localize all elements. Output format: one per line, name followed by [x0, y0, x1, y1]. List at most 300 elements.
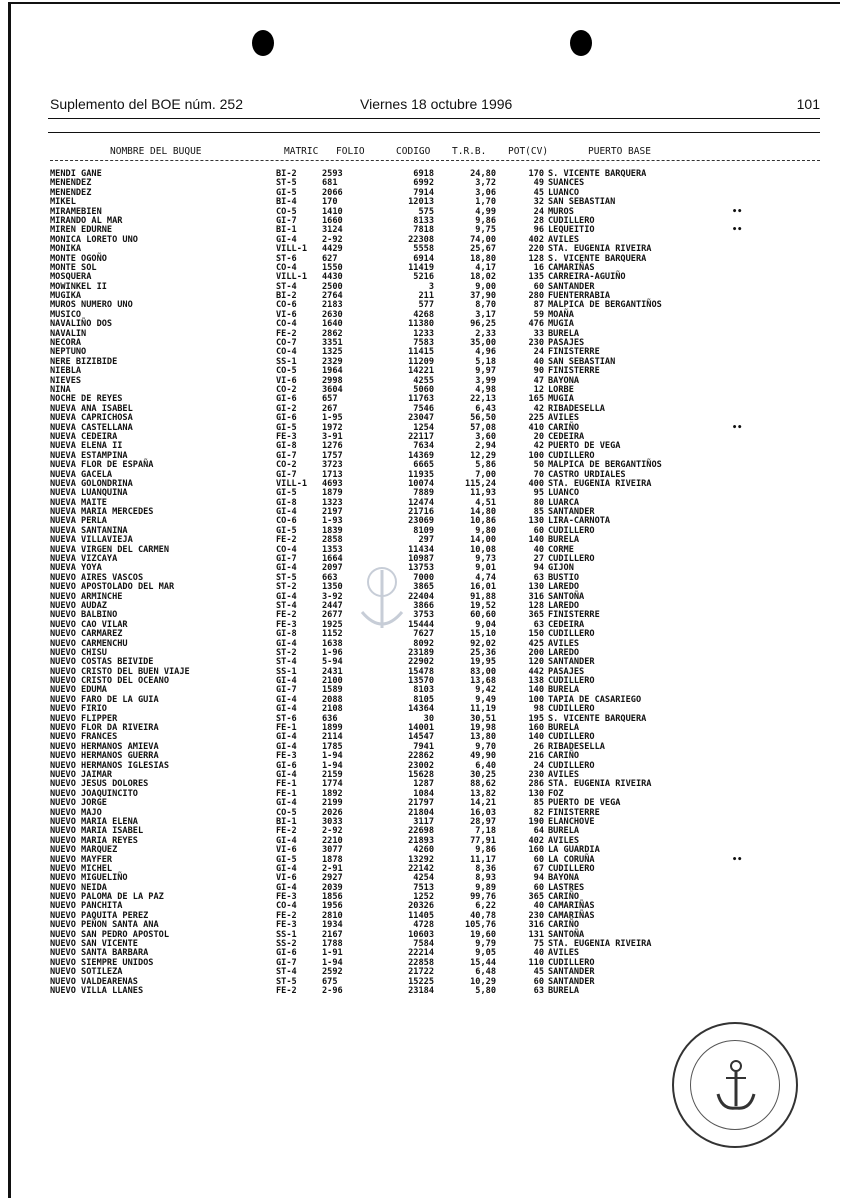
cell-port: LA GUARDIA — [548, 845, 600, 856]
cell-codigo: 1084 — [413, 788, 434, 799]
cell-name: MOSQUERA — [50, 272, 92, 283]
cell-codigo: 22404 — [408, 591, 434, 602]
cell-port: ELANCHOVE — [548, 816, 595, 827]
cell-matric: FE-2 — [276, 985, 297, 996]
cell-codigo: 1252 — [413, 892, 434, 903]
cell-codigo: 1233 — [413, 328, 434, 339]
cell-folio: 2100 — [322, 676, 343, 687]
column-header-trb: T.R.B. — [452, 146, 487, 157]
cell-matric: FE-3 — [276, 431, 297, 442]
cell-codigo: 577 — [418, 300, 434, 311]
cell-pot: 128 — [528, 600, 544, 611]
cell-folio: 1899 — [322, 723, 343, 734]
cell-port: SAN SEBASTIAN — [548, 197, 616, 208]
cell-name: NUEVO CRISTO DEL BUEN VIAJE — [50, 666, 190, 677]
cell-port: LIRA-CARNOTA — [548, 516, 611, 527]
cell-pot: 230 — [528, 338, 544, 349]
cell-trb: 19,60 — [470, 929, 496, 940]
cell-port: PUERTO DE VEGA — [548, 441, 621, 452]
cell-trb: 4,96 — [475, 347, 496, 358]
cell-name: NUEVO HERMANOS GUERRA — [50, 751, 159, 762]
page-header — [50, 96, 820, 114]
cell-pot: 82 — [533, 807, 544, 818]
cell-matric: CO-5 — [276, 366, 297, 377]
cell-codigo: 7627 — [413, 629, 434, 640]
cell-trb: 30,51 — [470, 713, 496, 724]
cell-trb: 1,70 — [475, 197, 496, 208]
cell-trb: 88,62 — [470, 779, 496, 790]
cell-codigo: 8109 — [413, 525, 434, 536]
cell-name: NUEVO MAYFER — [50, 854, 113, 865]
cell-trb: 13,68 — [470, 676, 496, 687]
cell-codigo: 5558 — [413, 244, 434, 255]
cell-port: SANTANDER — [548, 967, 595, 978]
cell-pot: 98 — [533, 704, 544, 715]
cell-mark: •• — [732, 206, 743, 217]
cell-name: NUEVA VIRGEN DEL CARMEN — [50, 544, 169, 555]
cell-pot: 130 — [528, 788, 544, 799]
cell-matric: ST-6 — [276, 713, 297, 724]
cell-folio: 3351 — [322, 338, 343, 349]
cell-pot: 140 — [528, 535, 544, 546]
cell-codigo: 11405 — [408, 910, 434, 921]
cell-trb: 3,17 — [475, 309, 496, 320]
cell-matric: CO-4 — [276, 347, 297, 358]
cell-codigo: 4728 — [413, 920, 434, 931]
cell-matric: ST-4 — [276, 967, 297, 978]
cell-folio: 636 — [322, 713, 338, 724]
cell-codigo: 297 — [418, 535, 434, 546]
cell-codigo: 11380 — [408, 319, 434, 330]
cell-codigo: 22142 — [408, 863, 434, 874]
cell-codigo: 7583 — [413, 338, 434, 349]
punch-hole-left — [252, 30, 274, 56]
cell-matric: BI-1 — [276, 225, 297, 236]
cell-name: MIRAMEBIEN — [50, 206, 102, 217]
cell-trb: 3,60 — [475, 431, 496, 442]
cell-matric: GI-4 — [276, 694, 297, 705]
cell-port: MUROS — [548, 206, 574, 217]
cell-port: CUDILLERO — [548, 957, 595, 968]
cell-codigo: 22698 — [408, 826, 434, 837]
cell-pot: 70 — [533, 469, 544, 480]
cell-name: NUEVO FIRIO — [50, 704, 107, 715]
anchor-icon — [712, 1058, 760, 1114]
cell-name: NUEVO JESUS DOLORES — [50, 779, 149, 790]
cell-name: NUEVO APOSTOLADO DEL MAR — [50, 582, 175, 593]
cell-port: LEQUEITIO — [548, 225, 595, 236]
cell-matric: GI-6 — [276, 948, 297, 959]
cell-trb: 2,33 — [475, 328, 496, 339]
cell-folio: 1839 — [322, 525, 343, 536]
cell-matric: GI-8 — [276, 629, 297, 640]
cell-pot: 60 — [533, 976, 544, 987]
cell-folio: 1774 — [322, 779, 343, 790]
cell-name: NUEVA YOYA — [50, 563, 102, 574]
cell-codigo: 22308 — [408, 234, 434, 245]
cell-trb: 11,93 — [470, 488, 496, 499]
cell-folio: 2097 — [322, 563, 343, 574]
cell-name: NUEVO JAIMAR — [50, 770, 113, 780]
cell-trb: 16,03 — [470, 807, 496, 818]
cell-matric: GI-7 — [276, 469, 297, 480]
cell-folio: 1152 — [322, 629, 343, 640]
cell-pot: 402 — [528, 234, 544, 245]
cell-port: LORBE — [548, 384, 574, 395]
cell-matric: GI-4 — [276, 863, 297, 874]
cell-trb: 18,02 — [470, 272, 496, 283]
cell-port: CUDILLERO — [548, 554, 595, 565]
cell-pot: 130 — [528, 582, 544, 593]
cell-pot: 33 — [533, 328, 544, 339]
cell-matric: FE-2 — [276, 610, 297, 621]
cell-matric: VILL-1 — [276, 244, 308, 255]
cell-pot: 63 — [533, 985, 544, 996]
cell-name: NUEVO SAN PEDRO APOSTOL — [50, 929, 169, 940]
cell-port: BURELA — [548, 723, 580, 734]
cell-port: STA. EUGENIA RIVEIRA — [548, 244, 652, 255]
cell-pot: 45 — [533, 967, 544, 978]
cell-folio: 1325 — [322, 347, 343, 358]
cell-folio: 3033 — [322, 816, 343, 827]
cell-name: NOCHE DE REYES — [50, 394, 123, 405]
cell-folio: 681 — [322, 178, 338, 189]
cell-port: MOAÑA — [548, 309, 574, 320]
cell-folio: 1788 — [322, 939, 343, 950]
cell-trb: 4,17 — [475, 262, 496, 273]
cell-port: CASTRO URDIALES — [548, 469, 626, 480]
cell-codigo: 21893 — [408, 835, 434, 846]
cell-codigo: 12474 — [408, 497, 434, 508]
cell-codigo: 3866 — [413, 600, 434, 611]
cell-codigo: 6914 — [413, 253, 434, 264]
cell-name: NIEBLA — [50, 366, 82, 377]
cell-folio: 1410 — [322, 206, 343, 217]
cell-port: STA. EUGENIA RIVEIRA — [548, 939, 652, 950]
cell-pot: 230 — [528, 910, 544, 921]
cell-name: NUEVO EDUMA — [50, 685, 107, 696]
cell-codigo: 13570 — [408, 676, 434, 687]
cell-pot: 100 — [528, 694, 544, 705]
cell-codigo: 10987 — [408, 554, 434, 565]
cell-pot: 110 — [528, 957, 544, 968]
cell-folio: 1934 — [322, 920, 343, 931]
cell-trb: 15,44 — [470, 957, 496, 968]
cell-folio: 4429 — [322, 244, 343, 255]
cell-port: CUDILLERO — [548, 863, 595, 874]
cell-folio: 1550 — [322, 262, 343, 273]
cell-port: BURELA — [548, 685, 580, 696]
column-header-codigo: CODIGO — [396, 146, 431, 157]
cell-name: NUEVA FLOR DE ESPAÑA — [50, 460, 154, 471]
cell-trb: 12,29 — [470, 450, 496, 461]
cell-name: NERE BIZIBIDE — [50, 356, 118, 367]
cell-folio: 2593 — [322, 169, 343, 179]
cell-name: NUEVO CHISU — [50, 647, 107, 658]
cell-pot: 85 — [533, 798, 544, 809]
cell-pot: 140 — [528, 685, 544, 696]
cell-codigo: 21804 — [408, 807, 434, 818]
cell-name: NAVALIN — [50, 328, 87, 339]
cell-pot: 365 — [528, 892, 544, 903]
cell-name: NUEVA VIZCAYA — [50, 554, 118, 565]
cell-folio: 1638 — [322, 638, 343, 649]
cell-codigo: 12013 — [408, 197, 434, 208]
port-authority-stamp — [672, 1022, 798, 1148]
cell-trb: 35,00 — [470, 338, 496, 349]
cell-trb: 9,05 — [475, 948, 496, 959]
cell-folio: 2998 — [322, 375, 343, 386]
cell-port: S. VICENTE BARQUERA — [548, 169, 647, 179]
cell-matric: GI-7 — [276, 215, 297, 226]
cell-trb: 96,25 — [470, 319, 496, 330]
cell-name: MUGIKA — [50, 291, 82, 302]
cell-matric: FE-3 — [276, 920, 297, 931]
cell-folio: 2810 — [322, 910, 343, 921]
cell-pot: 40 — [533, 901, 544, 912]
cell-trb: 83,00 — [470, 666, 496, 677]
cell-name: NAVALIÑO DOS — [50, 319, 113, 330]
cell-name: NUEVO SANTA BARBARA — [50, 948, 149, 959]
cell-port: SANTANDER — [548, 976, 595, 987]
cell-name: NUEVO COSTAS BEIVIDE — [50, 657, 154, 668]
cell-port: CARIÑO — [548, 751, 580, 762]
cell-name: NUEVA GACELA — [50, 469, 113, 480]
cell-matric: FE-2 — [276, 328, 297, 339]
cell-codigo: 14221 — [408, 366, 434, 377]
cell-folio: 4693 — [322, 478, 343, 489]
cell-port: FOZ — [548, 788, 564, 799]
cell-codigo: 7634 — [413, 441, 434, 452]
cell-name: NUEVO MAJO — [50, 807, 102, 818]
cell-matric: VI-6 — [276, 845, 297, 856]
cell-pot: 160 — [528, 723, 544, 734]
cell-trb: 9,42 — [475, 685, 496, 696]
cell-matric: BI-1 — [276, 816, 297, 827]
cell-codigo: 15225 — [408, 976, 434, 987]
cell-codigo: 3 — [428, 281, 434, 292]
cell-codigo: 23047 — [408, 413, 434, 424]
cell-matric: GI-5 — [276, 488, 297, 499]
cell-trb: 2,94 — [475, 441, 496, 452]
cell-folio: 1972 — [322, 422, 343, 433]
cell-pot: 135 — [528, 272, 544, 283]
cell-folio: 1879 — [322, 488, 343, 499]
cell-folio: 2-92 — [322, 234, 343, 245]
cell-name: NUEVO AUDAZ — [50, 600, 107, 611]
cell-trb: 7,00 — [475, 469, 496, 480]
cell-codigo: 21797 — [408, 798, 434, 809]
cell-codigo: 7513 — [413, 882, 434, 893]
cell-pot: 216 — [528, 751, 544, 762]
cell-pot: 96 — [533, 225, 544, 236]
cell-name: NUEVO PEÑON SANTA ANA — [50, 920, 159, 931]
cell-port: MALPICA DE BERGANTIÑOS — [548, 300, 662, 311]
cell-codigo: 14369 — [408, 450, 434, 461]
cell-matric: GI-4 — [276, 732, 297, 743]
cell-codigo: 7000 — [413, 572, 434, 583]
cell-pot: 59 — [533, 309, 544, 320]
cell-name: NUEVO AIRES VASCOS — [50, 572, 144, 583]
cell-trb: 13,82 — [470, 788, 496, 799]
cell-pot: 49 — [533, 178, 544, 189]
cell-codigo: 7584 — [413, 939, 434, 950]
cell-matric: SS-2 — [276, 939, 297, 950]
cell-port: FINISTERRE — [548, 366, 600, 377]
cell-matric: GI-4 — [276, 741, 297, 752]
cell-trb: 91,88 — [470, 591, 496, 602]
cell-trb: 9,00 — [475, 281, 496, 292]
cell-folio: 2210 — [322, 835, 343, 846]
cell-port: CEDEIRA — [548, 619, 585, 630]
cell-name: MONIKA — [50, 244, 82, 255]
cell-pot: 220 — [528, 244, 544, 255]
cell-port: LAREDO — [548, 600, 580, 611]
cell-name: NUEVO MICHEL — [50, 863, 113, 874]
cell-folio: 1664 — [322, 554, 343, 565]
column-header-matric: MATRIC — [284, 146, 319, 157]
cell-name: MUSICO — [50, 309, 82, 320]
cell-matric: VILL-1 — [276, 272, 308, 283]
cell-name: NUEVO PAQUITA PEREZ — [50, 910, 149, 921]
cell-folio: 2066 — [322, 187, 343, 198]
cell-port: SANTOÑA — [548, 591, 585, 602]
cell-port: CAMARIÑAS — [548, 901, 595, 912]
cell-name: NUEVA LUANQUINA — [50, 488, 128, 499]
cell-codigo: 15478 — [408, 666, 434, 677]
cell-matric: FE-1 — [276, 723, 297, 734]
cell-name: NUEVA VILLAVIEJA — [50, 535, 133, 546]
cell-folio: 2858 — [322, 535, 343, 546]
cell-folio: 2026 — [322, 807, 343, 818]
cell-pot: 165 — [528, 394, 544, 405]
cell-folio: 2862 — [322, 328, 343, 339]
cell-port: LAREDO — [548, 647, 580, 658]
cell-trb: 56,50 — [470, 413, 496, 424]
cell-matric: VI-6 — [276, 375, 297, 386]
cell-matric: CO-6 — [276, 300, 297, 311]
cell-matric: BI-2 — [276, 291, 297, 302]
cell-name: NUEVO MIGUELIÑO — [50, 873, 128, 884]
cell-trb: 22,13 — [470, 394, 496, 405]
cell-port: CUDILLERO — [548, 629, 595, 640]
cell-matric: GI-4 — [276, 676, 297, 687]
cell-pot: 120 — [528, 657, 544, 668]
cell-trb: 14,80 — [470, 507, 496, 518]
cell-pot: 200 — [528, 647, 544, 658]
cell-pot: 45 — [533, 187, 544, 198]
column-header-pot: POT(CV) — [508, 146, 549, 157]
cell-folio: 1-93 — [322, 516, 343, 527]
cell-port: AVILES — [548, 413, 580, 424]
cell-codigo: 3865 — [413, 582, 434, 593]
cell-pot: 60 — [533, 281, 544, 292]
cell-matric: CO-5 — [276, 807, 297, 818]
cell-name: NUEVO SIEMPRE UNIDOS — [50, 957, 154, 968]
cell-matric: ST-5 — [276, 178, 297, 189]
cell-matric: ST-2 — [276, 647, 297, 658]
cell-trb: 5,80 — [475, 985, 496, 996]
cell-port: AVILES — [548, 835, 580, 846]
cell-trb: 16,01 — [470, 582, 496, 593]
cell-folio: 2114 — [322, 732, 343, 743]
cell-folio: 1353 — [322, 544, 343, 555]
cell-pot: 170 — [528, 169, 544, 179]
cell-trb: 57,08 — [470, 422, 496, 433]
table-row — [0, 987, 848, 996]
cell-trb: 105,76 — [464, 920, 496, 931]
cell-trb: 4,51 — [475, 497, 496, 508]
cell-port: CORME — [548, 544, 574, 555]
cell-folio: 1640 — [322, 319, 343, 330]
cell-matric: CO-4 — [276, 262, 297, 273]
cell-trb: 10,86 — [470, 516, 496, 527]
cell-matric: GI-7 — [276, 450, 297, 461]
cell-port: SANTANDER — [548, 281, 595, 292]
cell-matric: SS-1 — [276, 356, 297, 367]
cell-folio: 1-94 — [322, 751, 343, 762]
cell-matric: GI-4 — [276, 234, 297, 245]
cell-folio: 2431 — [322, 666, 343, 677]
cell-matric: FE-1 — [276, 788, 297, 799]
cell-pot: 64 — [533, 826, 544, 837]
cell-pot: 160 — [528, 845, 544, 856]
cell-folio: 2-96 — [322, 985, 343, 996]
cell-name: NUEVO SOTILEZA — [50, 967, 123, 978]
cell-folio: 3077 — [322, 845, 343, 856]
cell-codigo: 1254 — [413, 422, 434, 433]
cell-matric: GI-7 — [276, 957, 297, 968]
cell-matric: FE-3 — [276, 619, 297, 630]
cell-trb: 30,25 — [470, 770, 496, 780]
cell-port: MUGIA — [548, 394, 574, 405]
cell-matric: GI-6 — [276, 394, 297, 405]
cell-pot: 230 — [528, 770, 544, 780]
cell-trb: 6,40 — [475, 760, 496, 771]
cell-port: CUDILLERO — [548, 676, 595, 687]
cell-trb: 15,10 — [470, 629, 496, 640]
cell-trb: 11,17 — [470, 854, 496, 865]
cell-codigo: 22862 — [408, 751, 434, 762]
publication-date: Viernes 18 octubre 1996 — [360, 96, 513, 112]
cell-trb: 49,90 — [470, 751, 496, 762]
cell-folio: 2592 — [322, 967, 343, 978]
cell-trb: 14,21 — [470, 798, 496, 809]
cell-folio: 3124 — [322, 225, 343, 236]
cell-folio: 1589 — [322, 685, 343, 696]
cell-codigo: 23189 — [408, 647, 434, 658]
cell-trb: 40,78 — [470, 910, 496, 921]
cell-matric: CO-7 — [276, 338, 297, 349]
cell-folio: 1-96 — [322, 647, 343, 658]
cell-codigo: 22214 — [408, 948, 434, 959]
cell-trb: 6,43 — [475, 403, 496, 414]
cell-codigo: 23069 — [408, 516, 434, 527]
cell-folio: 2199 — [322, 798, 343, 809]
cell-port: S. VICENTE BARQUERA — [548, 713, 647, 724]
cell-matric: GI-4 — [276, 638, 297, 649]
cell-name: NECORA — [50, 338, 82, 349]
cell-name: NUEVO FLOR DA RIVEIRA — [50, 723, 159, 734]
cell-codigo: 3753 — [413, 610, 434, 621]
punch-hole-right — [570, 30, 592, 56]
cell-port: BURELA — [548, 535, 580, 546]
cell-codigo: 1287 — [413, 779, 434, 790]
cell-codigo: 7889 — [413, 488, 434, 499]
cell-port: CUDILLERO — [548, 704, 595, 715]
cell-name: NUEVA MARIA MERCEDES — [50, 507, 154, 518]
cell-matric: GI-4 — [276, 798, 297, 809]
